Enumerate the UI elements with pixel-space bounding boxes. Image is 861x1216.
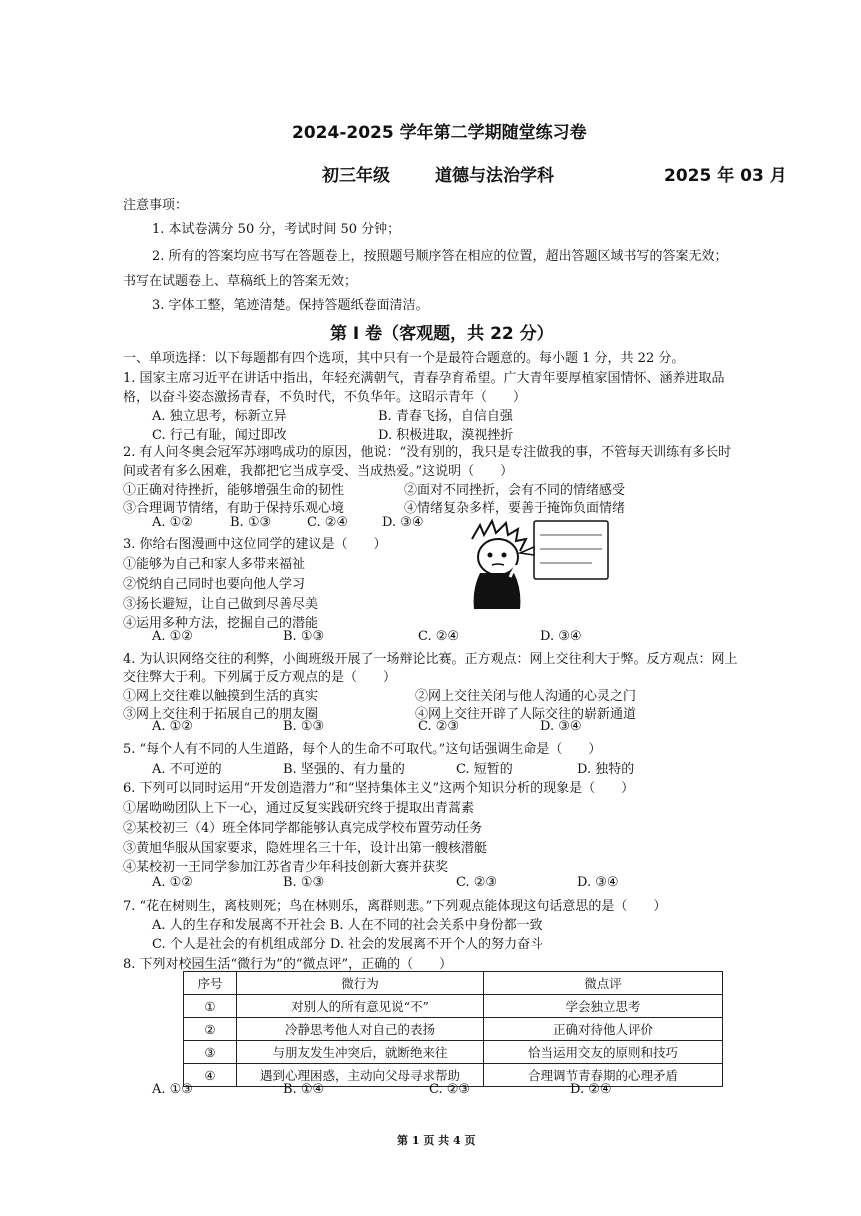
q1-option-c: C. 行己有耻，闻过即改 — [152, 428, 287, 443]
q6-option-b: B. ①③ — [283, 875, 325, 890]
q5-option-c: C. 短暂的 — [456, 762, 513, 777]
table-cell: 对别人的所有意见说“不” — [237, 995, 484, 1018]
q1-stem-cont: 格，以奋斗姿态激扬青春，不负时代，不负华年。这昭示青年（ ） — [123, 390, 527, 405]
table-row — [184, 1018, 723, 1041]
q2-option-c: C. ②④ — [307, 515, 349, 530]
cartoon-student-image — [462, 517, 612, 617]
table-header-cell: 微行为 — [237, 972, 484, 995]
q3-option-b: B. ①③ — [283, 629, 325, 644]
q3-option-d: D. ③④ — [540, 629, 582, 644]
part1-instruction: 一、单项选择：以下每题都有四个选项，其中只有一个是最符合题意的。每小题 1 分，共 22 分。 — [123, 351, 685, 366]
q6-statement-2: ②某校初三（4）班全体同学都能够认真完成学校布置劳动任务 — [123, 821, 483, 836]
q6-statement-1: ①屠呦呦团队上下一心，通过反复实践研究终于提取出青蒿素 — [123, 801, 475, 816]
q3-statement-2: ②悦纳自己同时也要向他人学习 — [123, 577, 306, 592]
q2-stem: 2. 有人问冬奥会冠军苏翊鸣成功的原因，他说：“没有别的，我只是专注做我的事，不管每天训练有多长时 — [123, 445, 732, 460]
q6-stem: 6. 下列可以同时运用“开发创造潜力”和“坚持集体主义”这两个知识分析的现象是（ ） — [123, 781, 635, 796]
q7-options-ab: A. 人的生存和发展离不开社会 B. 人在不同的社会关系中身份都一致 — [152, 918, 543, 933]
exam-title: 2024-2025 学年第二学期随堂练习卷 — [292, 123, 587, 143]
q5-option-a: A. 不可逆的 — [152, 762, 222, 777]
part1-title: 第 Ⅰ 卷（客观题，共 22 分） — [330, 324, 554, 344]
q4-statement-3: ③网上交往利于拓展自己的朋友圈 — [123, 707, 319, 722]
table-cell: 恰当运用交友的原则和技巧 — [484, 1041, 723, 1064]
q4-statement-1: ①网上交往难以触摸到生活的真实 — [123, 689, 319, 704]
table-cell: 冷静思考他人对自己的表扬 — [237, 1018, 484, 1041]
table-cell: 与朋友发生冲突后，就断绝来往 — [237, 1041, 484, 1064]
notice-item-1: 1. 本试卷满分 50 分，考试时间 50 分钟； — [152, 222, 401, 237]
notice-item-2-cont: 书写在试题卷上、草稿纸上的答案无效； — [123, 274, 358, 289]
q6-statement-4: ④某校初一王同学参加江苏省青少年科技创新大赛并获奖 — [123, 860, 449, 875]
q7-stem: 7. “花在树则生，离枝则死；鸟在林则乐，离群则悲。”下列观点能体现这句话意思的是（ ） — [123, 899, 667, 914]
q2-stem-cont: 间或者有多么困难，我都把它当成享受、当成热爱。”这说明（ ） — [123, 464, 514, 479]
q6-option-a: A. ①② — [152, 875, 193, 890]
q2-option-d: D. ③④ — [382, 515, 424, 530]
notice-heading: 注意事项： — [123, 198, 189, 213]
q2-statement-1: ①正确对待挫折，能够增强生命的韧性 — [123, 483, 345, 498]
table-cell: 遇到心理困惑，主动向父母寻求帮助 — [237, 1064, 484, 1087]
q3-statement-3: ③扬长避短，让自己做到尽善尽美 — [123, 597, 319, 612]
q4-stem: 4. 为认识网络交往的利弊，小闽班级开展了一场辩论比赛。正方观点：网上交往利大于弊。反方观点：网上 — [123, 652, 738, 667]
table-header-row — [184, 972, 723, 995]
q5-stem: 5. “每个人有不同的人生道路，每个人的生命不可取代。”这句话强调生命是（ ） — [123, 742, 602, 757]
table-row — [184, 995, 723, 1018]
exam-date: 2025 年 03 月 — [664, 166, 787, 186]
q4-stem-cont: 交往弊大于利。下列属于反方观点的是（ ） — [123, 670, 397, 685]
q5-option-d: D. 独特的 — [577, 762, 635, 777]
table-header-cell: 微点评 — [484, 972, 723, 995]
q6-option-c: C. ②③ — [456, 875, 498, 890]
q1-option-b: B. 青春飞扬，自信自强 — [378, 409, 513, 424]
notice-item-2: 2. 所有的答案均应书写在答题卷上，按照题号顺序答在相应的位置，超出答题区域书写的答案无效； — [152, 249, 728, 264]
grade-label: 初三年级 — [322, 166, 390, 186]
table-cell: 学会独立思考 — [484, 995, 723, 1018]
page-number: 第 1 页 共 4 页 — [397, 1134, 476, 1147]
q8-table — [183, 971, 723, 1087]
q8-option-a: A. ①③ — [152, 1082, 193, 1097]
subject-label: 道德与法治学科 — [435, 166, 554, 186]
table-cell: ② — [184, 1018, 237, 1041]
q1-option-a: A. 独立思考，标新立异 — [152, 409, 287, 424]
q2-option-a: A. ①② — [152, 515, 193, 530]
q8-option-c: C. ②③ — [429, 1082, 471, 1097]
q2-statement-2: ②面对不同挫折，会有不同的情绪感受 — [404, 483, 626, 498]
q3-option-c: C. ②④ — [418, 629, 460, 644]
q4-statement-2: ②网上交往关闭与他人沟通的心灵之门 — [415, 689, 637, 704]
table-cell: 合理调节青春期的心理矛盾 — [484, 1064, 723, 1087]
q4-option-b: B. ①③ — [283, 719, 325, 734]
q3-stem: 3. 你给右图漫画中这位同学的建议是（ ） — [123, 537, 387, 552]
q4-statement-4: ④网上交往开辟了人际交往的崭新通道 — [415, 707, 637, 722]
q1-option-d: D. 积极进取，漠视挫折 — [378, 428, 514, 443]
table-cell: 正确对待他人评价 — [484, 1018, 723, 1041]
q5-option-b: B. 坚强的、有力量的 — [283, 762, 405, 777]
q8-option-d: D. ②④ — [570, 1082, 612, 1097]
q4-option-d: D. ③④ — [540, 719, 582, 734]
table-cell: ① — [184, 995, 237, 1018]
q4-option-a: A. ①② — [152, 719, 193, 734]
table-header-cell: 序号 — [184, 972, 237, 995]
q8-stem: 8. 下列对校园生活“微行为”的“微点评”，正确的（ ） — [123, 957, 453, 972]
q3-option-a: A. ①② — [152, 629, 193, 644]
q3-statement-4: ④运用多种方法，挖掘自己的潜能 — [123, 616, 319, 631]
q2-option-b: B. ①③ — [230, 515, 272, 530]
q2-statement-3: ③合理调节情绪，有助于保持乐观心境 — [123, 501, 345, 516]
q6-option-d: D. ③④ — [577, 875, 619, 890]
q8-option-b: B. ①④ — [283, 1082, 325, 1097]
q3-statement-1: ①能够为自己和家人多带来福祉 — [123, 557, 306, 572]
table-row — [184, 1041, 723, 1064]
q7-options-cd: C. 个人是社会的有机组成部分 D. 社会的发展离不开个人的努力奋斗 — [152, 937, 544, 952]
q4-option-c: C. ②③ — [418, 719, 460, 734]
q2-statement-4: ④情绪复杂多样，要善于掩饰负面情绪 — [404, 501, 626, 516]
notice-item-3: 3. 字体工整，笔迹清楚。保持答题纸卷面清洁。 — [152, 298, 429, 313]
table-cell: ④ — [184, 1064, 237, 1087]
table-cell: ③ — [184, 1041, 237, 1064]
q6-statement-3: ③黄旭华服从国家要求，隐姓埋名三十年，设计出第一艘核潜艇 — [123, 841, 488, 856]
q1-stem: 1. 国家主席习近平在讲话中指出，年轻充满朝气，青春孕育希望。广大青年要厚植家国情怀、涵养进取品 — [123, 371, 725, 386]
